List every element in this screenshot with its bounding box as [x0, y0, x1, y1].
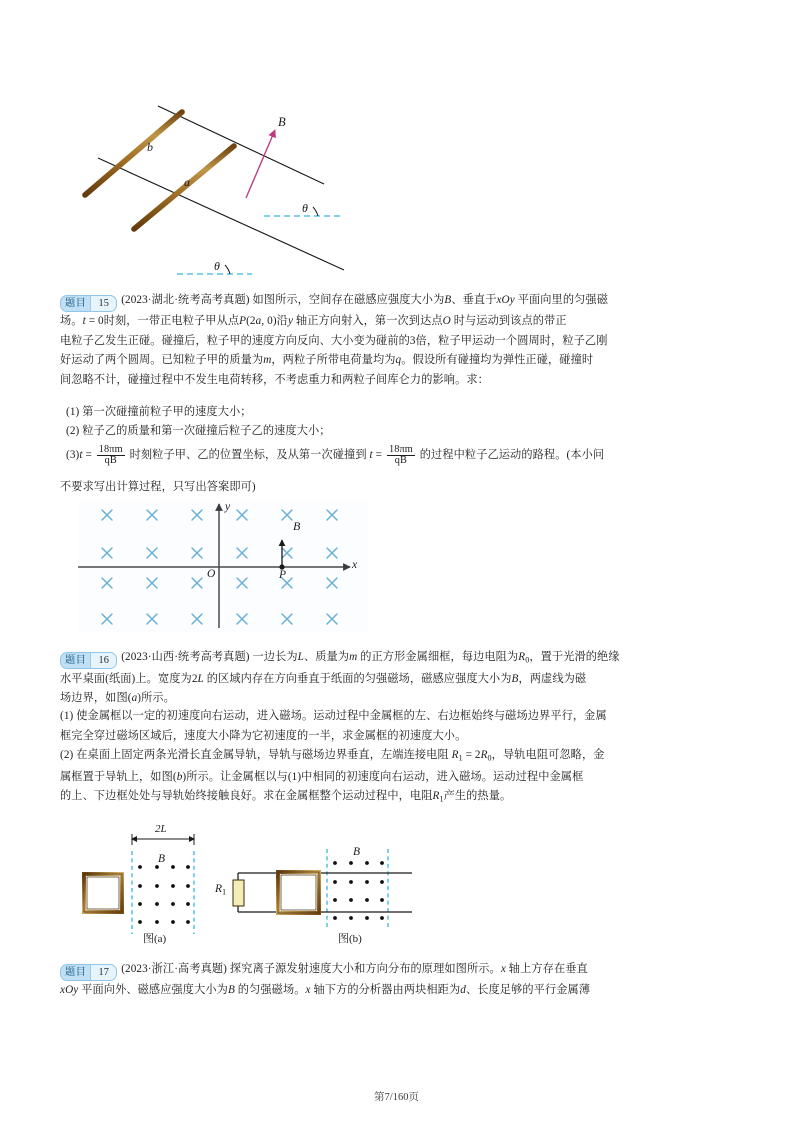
field-label-b: B: [278, 115, 286, 129]
question-15-sub-1: [66, 403, 746, 423]
dimension-2l: [132, 834, 194, 845]
conducting-rails: [238, 873, 412, 912]
resistor-subscript: 1: [222, 887, 227, 897]
question-15-badge[interactable]: [60, 295, 117, 312]
resistor-symbol: R: [215, 883, 223, 895]
field-label-b: B: [158, 853, 166, 865]
question-16-source: (2023·山西·统考高考真题): [121, 651, 250, 663]
resistor-label-r1: [215, 883, 226, 896]
field-dot-grid: [138, 865, 190, 924]
rod-a-label: a: [184, 175, 190, 189]
y-axis-label: y: [225, 501, 231, 513]
question-badge-label: 题目: [65, 298, 87, 309]
question-16-badge[interactable]: [60, 652, 117, 669]
question-16-sub-1: (1) 使金属框以一定的初速度向右运动，进入磁场。运动过程中金属框的左、右边框始终与磁场边界平行，金属 框完全穿过磁场区域后，速度大小降为它初速度的一半，求金属框的初速度大小。: [60, 710, 607, 742]
question-17-badge[interactable]: [60, 964, 117, 981]
rod-b-label: b: [147, 140, 153, 154]
question-17-source: (2023·浙江·高考真题): [121, 963, 228, 975]
resistor-r1: [233, 880, 244, 906]
question-15-sub-2: [66, 422, 746, 442]
dimension-label-2l: 2L: [155, 823, 167, 835]
metal-frame: [84, 874, 122, 912]
question-badge-label: 题目: [65, 967, 87, 978]
origin-label: O: [207, 568, 216, 580]
question-15-source: (2023·湖北·统考高考真题): [121, 294, 250, 306]
question-15-sub-3-cont: [60, 478, 740, 498]
rod-b: [85, 112, 182, 195]
question-badge-label: 题目: [65, 655, 87, 666]
field-label-b: B: [353, 846, 361, 858]
inclined-rail-line: [98, 106, 344, 270]
question-badge-number: 16: [90, 653, 116, 668]
question-17-block: 题目 17 (2023·浙江·高考真题) 探究离子源发射速度大小和方向分布的原理如图所示。x 轴上方存在垂直 xOy 平面向外、磁感应强度大小为B 的匀强磁场。x 轴下方的分析器由两块相距为d、长度足够的平行金属薄: [60, 963, 591, 997]
fraction-18pim-qb-2: $\frac{18\pi m}{qB}$: [388, 443, 413, 467]
question-badge-number: 15: [90, 296, 116, 311]
point-p-label: P: [279, 569, 287, 581]
fraction-18pim-qb: $\frac{18\pi m}{qB}$: [98, 443, 123, 467]
question-16-sub-2: (2) 在桌面上固定两条光滑长直金属导轨，导轨与磁场边界垂直，左端连接电阻 $R_1 = 2R_0$，导轨电阻可忽略，金 属框置于导轨上，如图(b)所示。让金属框以与(1)中相同的初速度向右运动，进入磁场。运动过程中金属框 的上、下边框处处与导轨始终接触良好。求在金属框整个运动过程中，电阻$R_1$产生的热量。: [60, 749, 605, 804]
figure-b-caption: 图(b): [338, 933, 362, 945]
field-label-b: B: [293, 519, 301, 533]
figure-a-caption: 图(a): [143, 933, 167, 945]
x-axis-label: x: [352, 559, 358, 571]
figure-b: [216, 846, 412, 946]
question-15-sub-3: (3)t = $\frac{18\pi m}{qB}$ 时刻粒子甲、乙的位置坐标，及从第一次碰撞到 t = $\frac{18\pi m}{qB}$ 的过程中粒子乙运动的路程。(本小问: [66, 443, 605, 467]
inclined-rails-figure: [62, 88, 362, 288]
sub-question-text: (1) 第一次碰撞前粒子甲的速度大小；: [66, 406, 252, 418]
question-16-block: 题目 16 (2023·山西·统考高考真题) 一边长为L、质量为m 的正方形金属细框，每边电阻为$R_0$，置于光滑的绝缘 水平桌面(纸面)上。宽度为2L 的区域内存在方向垂直于纸面的匀强磁场，磁感应强度大小为B，两虚线为磁 场边界，如图(a)所示。: [60, 651, 620, 705]
xoy-magnetic-field-figure: [78, 500, 368, 632]
angle-label-upper: θ: [302, 201, 308, 215]
question-badge-number: 17: [90, 965, 116, 980]
page-footer: 第7/160页: [374, 1092, 419, 1103]
question-15-block: 题目 15 (2023·湖北·统考高考真题) 如图所示，空间存在磁感应强度大小为B、垂直于xOy 平面向里的匀强磁 场。t = 0时刻，一带正电粒子甲从点P(2a, 0)沿y 轴正方向射入，第一次到达点O 时与运动到该点的带正 电粒子乙发生正碰。碰撞后，粒子甲的速度方向反向、大小变为碰前的3倍，粒子甲运动一个圆周时，粒子乙刚 好运动了两个圆周。已知粒子甲的质量为m，两粒子所带电荷量均为q。假设所有碰撞均为弹性正碰，碰撞时 间忽略不计，碰撞过程中不发生电荷转移，不考虑重力和两粒子间库仑力的影响。求：: [60, 294, 608, 387]
sub-question-text: (2) 粒子乙的质量和第一次碰撞后粒子乙的速度大小；: [66, 425, 331, 437]
figure-a: [76, 823, 208, 946]
field-arrow-b: [246, 130, 275, 198]
angle-label-lower: θ: [214, 259, 220, 273]
metal-frame: [278, 872, 319, 913]
field-dot-grid: [333, 861, 384, 920]
sub-question-text: 不要求写出计算过程，只写出答案即可): [60, 481, 256, 493]
